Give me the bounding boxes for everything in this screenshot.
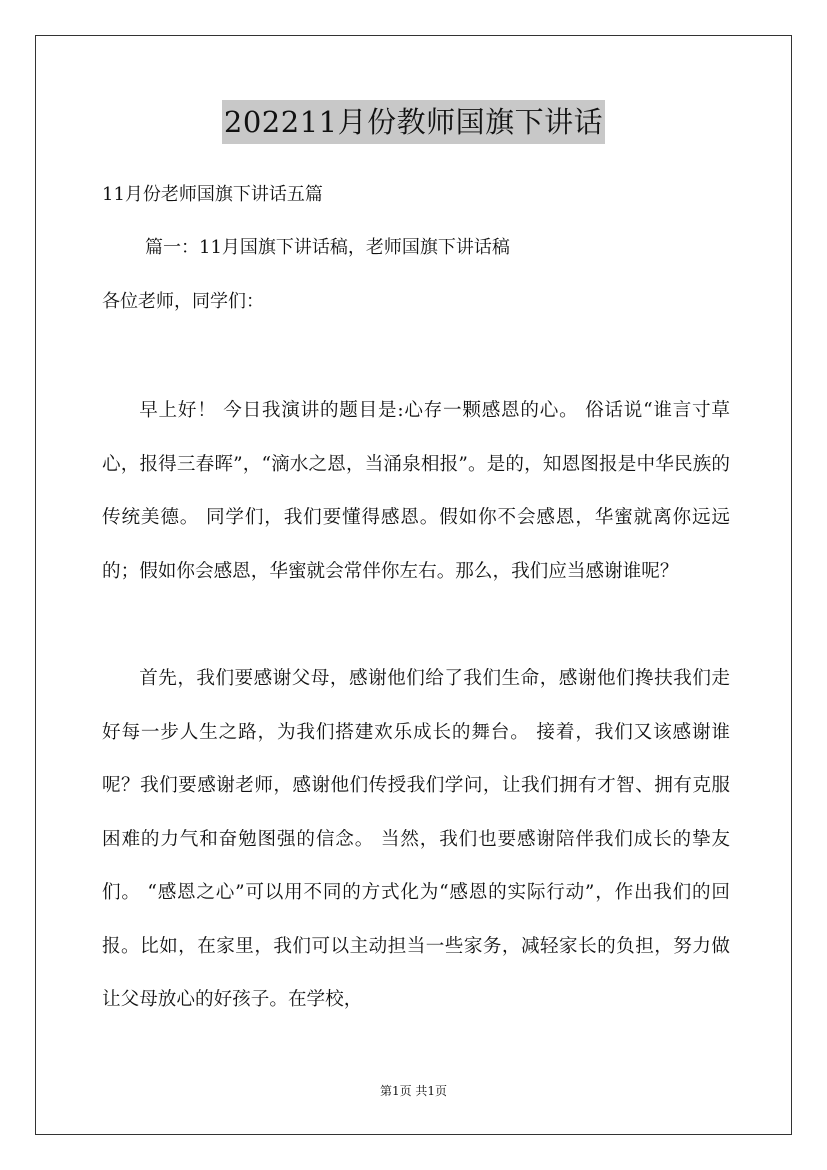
page-footer: 第1页 共1页 [379, 1084, 448, 1098]
paragraph-1: 早上好！ 今日我演讲的题目是:心存一颗感恩的心。 俗话说“谁言寸草心，报得三春晖”，“滴水之恩，当涌泉相报”。是的，知恩图报是中华民族的传统美德。 同学们，我们要懂得感恩。假如你不会感恩，华蜜就离你远远的；假如你会感恩，华蜜就会常伴你左右。那么，我们应当感谢谁呢？ [102, 400, 730, 582]
section-heading: 篇一：11月国旗下讲话稿，老师国旗下讲话稿 [145, 237, 510, 258]
document-title: 202211月份教师国旗下讲话 [222, 100, 605, 144]
document-subtitle: 11月份老师国旗下讲话五篇 [102, 184, 323, 205]
greeting: 各位老师，同学们： [102, 291, 264, 312]
paragraph-2: 首先，我们要感谢父母，感谢他们给了我们生命，感谢他们搀扶我们走好每一步人生之路，为我们搭建欢乐成长的舞台。 接着，我们又该感谢谁呢？我们要感谢老师，感谢他们传授我们学问，让我们拥有才智、拥有克服困难的力气和奋勉图强的信念。 当然，我们也要感谢陪伴我们成长的挚友们。 “感恩之心”可以用不同的方式化为“感恩的实际行动”，作出我们的回报。比如，在家里，我们可以主动担当一些家务，减轻家长的负担，努力做让父母放心的好孩子。在学校， [102, 668, 730, 1010]
document-title-wrapper [0, 100, 827, 144]
